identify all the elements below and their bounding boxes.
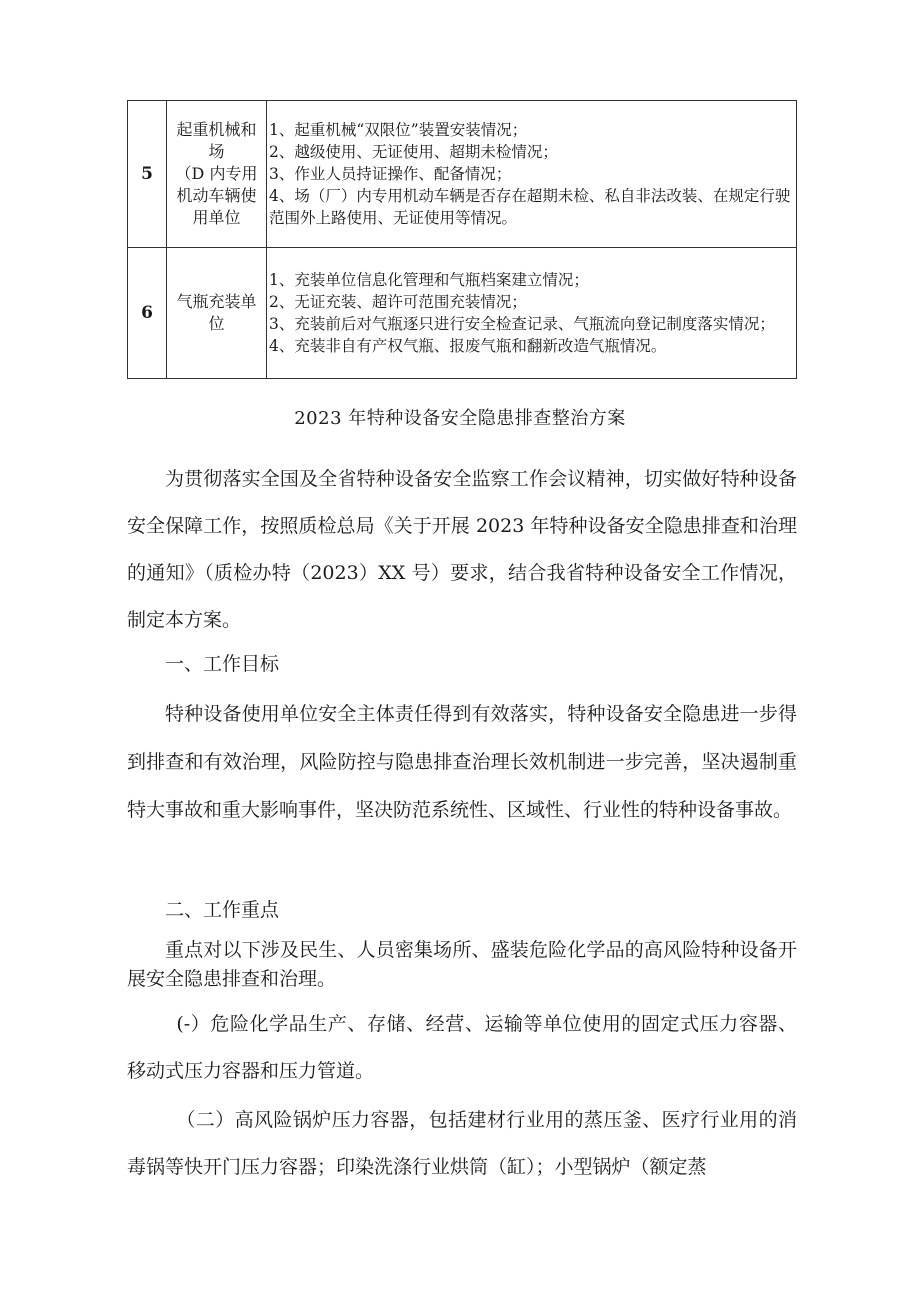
check-items-cell (267, 101, 797, 248)
unit-line: 气瓶充装单 (176, 292, 257, 311)
check-item: 1、充装单位信息化管理和气瓶档案建立情况； (269, 271, 589, 289)
inspection-table (127, 100, 797, 379)
unit-cell (167, 248, 267, 379)
check-item: 3、作业人员持证操作、配备情况； (269, 165, 512, 183)
check-item: 4、充装非自有产权气瓶、报废气瓶和翻新改造气瓶情况。 (269, 337, 667, 355)
row-number: 5 (128, 101, 167, 248)
unit-cell (167, 101, 267, 248)
check-item: 2、越级使用、无证使用、超期未检情况； (269, 143, 558, 161)
check-items-cell (267, 248, 797, 379)
unit-line: 机动车辆使 (176, 186, 257, 205)
intro-paragraph: 为贯彻落实全国及全省特种设备安全监察工作会议精神，切实做好特种设备安全保障工作，按照质检总局《关于开展 2023 年特种设备安全隐患排查和治理的通知》（质检办特（2023）XX 号）要求，结合我省特种设备安全工作情况，制定本方案。 (127, 468, 797, 631)
unit-line: （D 内专用 (175, 164, 258, 183)
goals-paragraph: 特种设备使用单位安全主体责任得到有效落实，特种设备安全隐患进一步得到排查和有效治理，风险防控与隐患排查治理长效机制进一步完善，坚决遏制重特大事故和重大影响事件，坚决防范系统性、区域性、行业性的特种设备事故。 (127, 703, 797, 821)
check-item: 4、场（厂）内专用机动车辆是否存在超期未检、私自非法改装、在规定行驶范围外上路使用、无证使用等情况。 (269, 187, 791, 227)
focus-item-1: (-）危险化学品生产、存储、经营、运输等单位使用的固定式压力容器、移动式压力容器和压力管道。 (127, 1013, 797, 1082)
section-heading-focus: 二、工作重点 (165, 899, 280, 921)
check-item: 2、无证充装、超许可范围充装情况； (269, 293, 527, 311)
row-number: 6 (128, 248, 167, 379)
check-item: 3、充装前后对气瓶逐只进行安全检查记录、气瓶流向登记制度落实情况； (269, 315, 775, 333)
section-heading-goals: 一、工作目标 (165, 653, 280, 675)
check-item: 1、起重机械“双限位”装置安装情况； (269, 121, 528, 139)
focus-item-2: （二）高风险锅炉压力容器，包括建材行业用的蒸压釜、医疗行业用的消毒锅等快开门压力容器；印染洗涤行业烘筒（缸）；小型锅炉（额定蒸 (127, 1109, 797, 1178)
table-row (128, 248, 797, 379)
unit-line: 位 (208, 314, 225, 333)
unit-line: 起重机械和场 (176, 120, 257, 161)
document-title: 2023 年特种设备安全隐患排查整治方案 (294, 408, 626, 429)
unit-line: 用单位 (192, 208, 241, 227)
table-row (128, 101, 797, 248)
focus-paragraph: 重点对以下涉及民生、人员密集场所、盛装危险化学品的高风险特种设备开展安全隐患排查和治理。 (127, 939, 797, 990)
